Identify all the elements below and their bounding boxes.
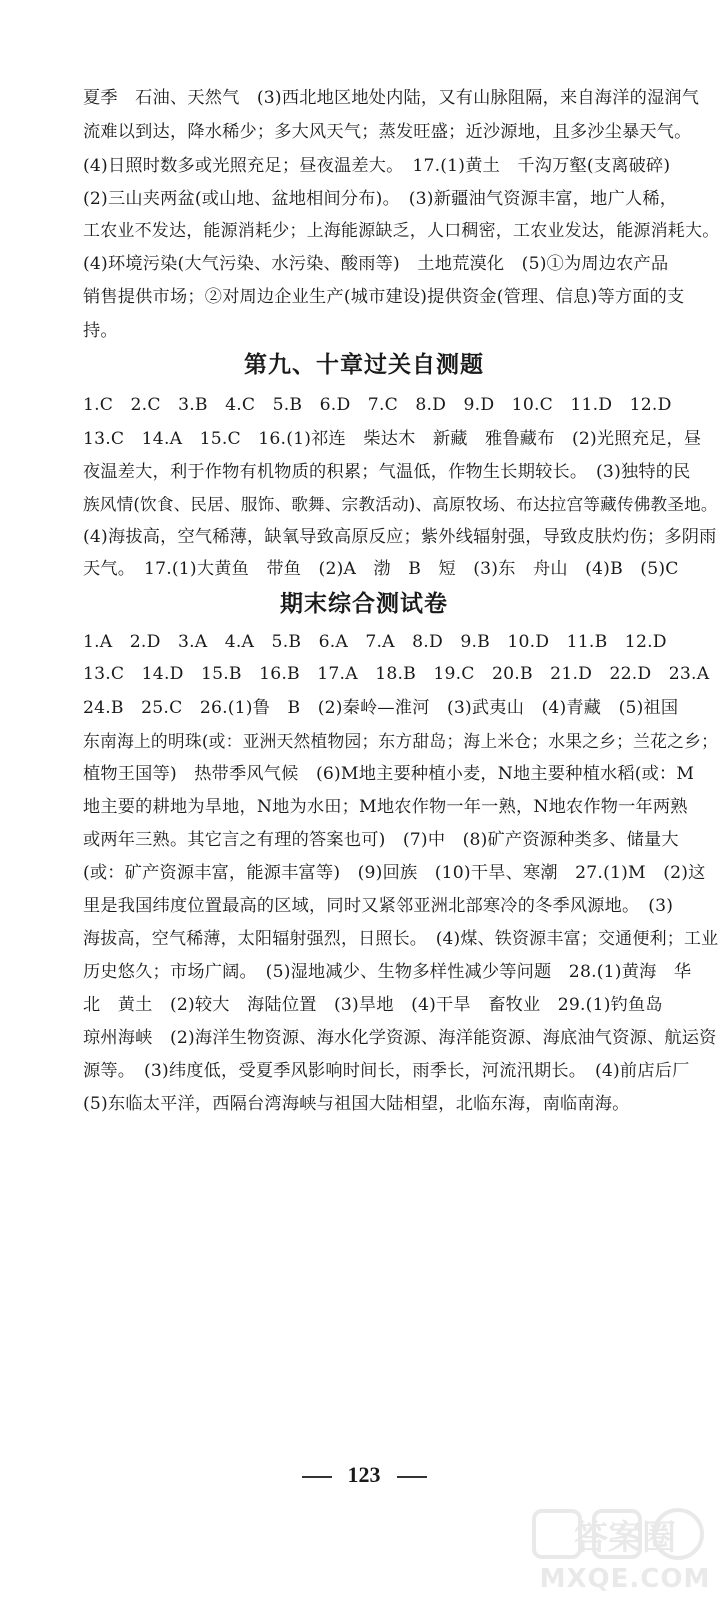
text-line: 销售提供市场；②对周边企业生产(城市建设)提供资金(管理、信息)等方面的支 xyxy=(83,287,685,307)
text-line: 海拔高，空气稀薄，太阳辐射强烈，日照长。 (4)煤、铁资源丰富；交通便利；工业 xyxy=(83,929,719,949)
text-line: 夏季 石油、天然气 (3)西北地区地处内陆，又有山脉阻隔，来自海洋的湿润气 xyxy=(83,88,700,108)
text-line: 北 黄土 (2)较大 海陆位置 (3)旱地 (4)干旱 畜牧业 29.(1)钓鱼岛 xyxy=(83,995,663,1015)
watermark-logo xyxy=(530,1505,720,1593)
text-line: 1.A 2.D 3.A 4.A 5.B 6.A 7.A 8.D 9.B 10.D 11.B 12.D xyxy=(83,632,667,652)
watermark-icon xyxy=(530,1505,720,1593)
text-line: 13.C 14.A 15.C 16.(1)祁连 柴达木 新藏 雅鲁藏布 (2)光照充足，昼 xyxy=(83,429,702,449)
text-line: 1.C 2.C 3.B 4.C 5.B 6.D 7.C 8.D 9.D 10.C 11.D 12.D xyxy=(83,395,672,415)
dash-right xyxy=(397,1476,427,1478)
text-line: 历史悠久；市场广阔。 (5)湿地减少、生物多样性减少等问题 28.(1)黄海 华 xyxy=(83,962,692,982)
text-line: (2)三山夹两盆(或山地、盆地相间分布)。 (3)新疆油气资源丰富，地广人稀， xyxy=(83,189,678,209)
text-line: 或两年三熟。其它言之有理的答案也可) (7)中 (8)矿产资源种类多、储量大 xyxy=(83,830,679,850)
text-line: 24.B 25.C 26.(1)鲁 B (2)秦岭—淮河 (3)武夷山 (4)青藏 (5)祖国 xyxy=(83,698,679,718)
text-line: 13.C 14.D 15.B 16.B 17.A 18.B 19.C 20.B 21.D 22.D 23.A xyxy=(83,664,710,684)
text-line: 族风情(饮食、民居、服饰、歌舞、宗教活动)、高原牧场、布达拉宫等藏传佛教圣地。 xyxy=(83,495,718,514)
text-line: 天气。 17.(1)大黄鱼 带鱼 (2)A 渤 B 短 (3)东 舟山 (4)B (5)C xyxy=(83,559,679,579)
text-line: 地主要的耕地为旱地，N地为水田；M地农作物一年一熟，N地农作物一年两熟 xyxy=(83,797,688,817)
text-line: 流难以到达，降水稀少；多大风天气；蒸发旺盛；近沙源地，且多沙尘暴天气。 xyxy=(83,122,692,142)
text-line: 东南海上的明珠(或：亚洲天然植物园；东方甜岛；海上米仓；水果之乡；兰花之乡； xyxy=(83,731,719,751)
text-line: 琼州海峡 (2)海洋生物资源、海水化学资源、海洋能资源、海底油气资源、航运资 xyxy=(83,1028,717,1048)
text-line: 里是我国纬度位置最高的区域，同时又紧邻亚洲北部寒冷的冬季风源地。 (3) xyxy=(83,896,674,916)
text-line: 持。 xyxy=(83,321,118,341)
text-line: 源等。 (3)纬度低，受夏季风影响时间长，雨季长，河流汛期长。 (4)前店后厂 xyxy=(83,1061,690,1081)
section-title-final: 期末综合测试卷 xyxy=(280,591,448,617)
text-line: (4)海拔高，空气稀薄，缺氧导致高原反应；紫外线辐射强，导致皮肤灼伤；多阴雨 xyxy=(83,527,717,547)
section-title-ch9-10: 第九、十章过关自测题 xyxy=(244,352,484,378)
text-line: (或：矿产资源丰富，能源丰富等) (9)回族 (10)干旱、寒潮 27.(1)M (2)这 xyxy=(83,863,706,883)
text-line: 夜温差大，利于作物有机物质的积累；气温低，作物生长期较长。 (3)独特的民 xyxy=(83,462,691,482)
page-number xyxy=(0,1462,728,1488)
text-line: (4)环境污染(大气污染、水污染、酸雨等) 土地荒漠化 (5)①为周边农产品 xyxy=(83,254,669,274)
watermark-url: MXQE.COM xyxy=(539,1564,711,1593)
text-line: (4)日照时数多或光照充足；昼夜温差大。 17.(1)黄土 千沟万壑(支离破碎) xyxy=(83,156,671,176)
dash-left xyxy=(302,1476,332,1478)
watermark-cn: 答案圈 xyxy=(574,1518,676,1558)
text-line: (5)东临太平洋，西隔台湾海峡与祖国大陆相望，北临东海，南临南海。 xyxy=(83,1094,630,1114)
text-line: 植物王国等) 热带季风气候 (6)M地主要种植小麦，N地主要种植水稻(或：M xyxy=(83,764,695,784)
page-number-text: 123 xyxy=(347,1462,381,1487)
text-line: 工农业不发达，能源消耗少；上海能源缺乏，人口稠密，工农业发达，能源消耗大。 xyxy=(83,221,720,241)
